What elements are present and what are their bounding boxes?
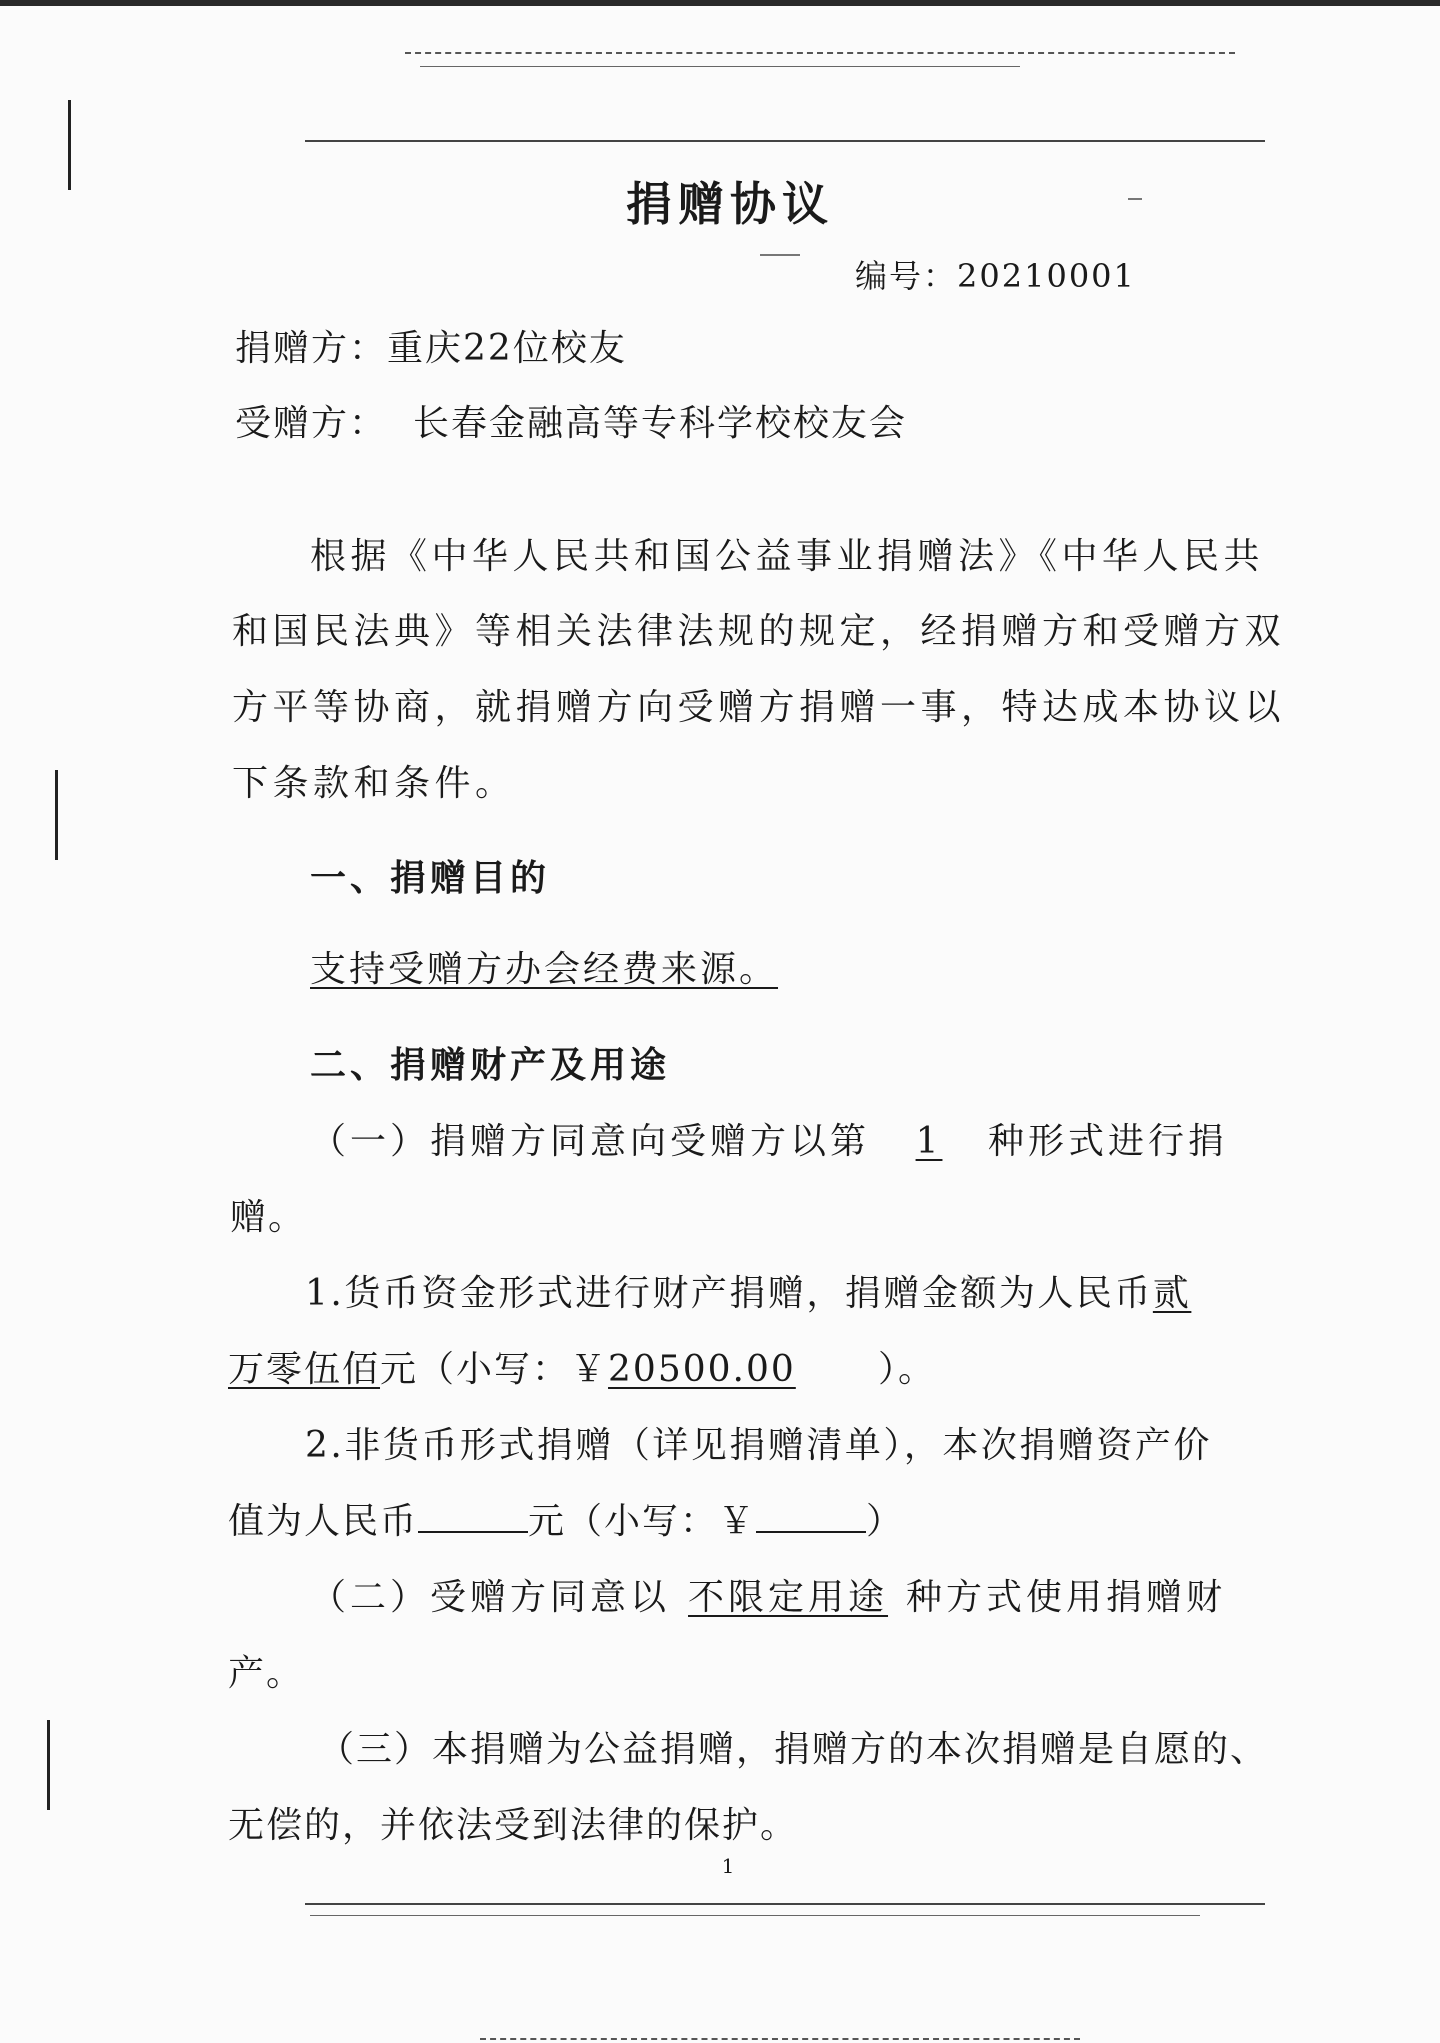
item2-prefix: 值为人民币 bbox=[228, 1501, 419, 1542]
scan-mark-3 bbox=[47, 1720, 50, 1810]
clause1-suffix: 种形式进行捐 bbox=[988, 1121, 1229, 1162]
scan-speck bbox=[760, 254, 800, 256]
item1-amount-part1: 贰 bbox=[1152, 1273, 1192, 1314]
donor-value: 重庆22位校友 bbox=[387, 328, 627, 369]
clause1-tail: 赠。 bbox=[230, 1197, 307, 1238]
section2-heading: 二、捐赠财产及用途 bbox=[310, 1044, 671, 1086]
clause2-prefix: （二）受赠方同意以 bbox=[310, 1577, 671, 1618]
section1-heading: 一、捐赠目的 bbox=[310, 857, 551, 899]
clause2-usage: 不限定用途 bbox=[688, 1577, 889, 1618]
item1-amount-line bbox=[228, 1348, 936, 1392]
header-rule-main bbox=[305, 140, 1265, 142]
preamble-line: 和国民法典》等相关法律法规的规定，经捐赠方和受赠方双 bbox=[232, 611, 1286, 652]
clause1-prefix: （一）捐赠方同意向受赠方以第 bbox=[310, 1121, 871, 1162]
scan-mark-2 bbox=[55, 770, 58, 860]
document-number bbox=[855, 254, 1136, 298]
item1-amount-part2: 万零伍佰 bbox=[228, 1349, 381, 1390]
header-rule-upper bbox=[405, 52, 1235, 54]
footer-rule-dashed bbox=[480, 2038, 1080, 2040]
scan-top-border bbox=[0, 0, 1440, 6]
clause1-form-number: 1 bbox=[915, 1121, 943, 1162]
page-number: 1 bbox=[721, 1854, 735, 1878]
clause2-suffix: 种方式使用捐赠财 bbox=[906, 1577, 1227, 1618]
item1-prefix: 1.货币资金形式进行财产捐赠，捐赠金额为人民币 bbox=[305, 1273, 1153, 1314]
footer-rule-thin bbox=[310, 1915, 1200, 1916]
donee-value: 长春金融高等专科学校校友会 bbox=[413, 403, 908, 444]
item1-small-amount: 20500.00 bbox=[608, 1349, 796, 1390]
document-number-label: 编号： bbox=[855, 257, 958, 295]
header-rule-mid bbox=[420, 66, 1020, 67]
item2-amount-blank bbox=[418, 1501, 528, 1533]
item2-value-line bbox=[228, 1500, 904, 1544]
clause2-line bbox=[310, 1576, 1226, 1620]
clause3-line: 无偿的，并依法受到法律的保护。 bbox=[228, 1805, 799, 1846]
donee-label: 受赠方： bbox=[235, 403, 388, 444]
item1-line bbox=[305, 1272, 1191, 1316]
clause2-tail: 产。 bbox=[228, 1653, 305, 1694]
document-title: 捐赠协议 bbox=[626, 177, 834, 231]
footer-rule-main bbox=[305, 1903, 1265, 1905]
item2-unit: 元（小写：￥ bbox=[528, 1501, 757, 1542]
donor-label: 捐赠方： bbox=[235, 328, 388, 369]
document-number-value: 20210001 bbox=[957, 257, 1136, 295]
donor-line bbox=[235, 327, 627, 371]
item1-close: ）。 bbox=[878, 1349, 937, 1390]
section1-text: 支持受赠方办会经费来源。 bbox=[310, 949, 779, 990]
item2-small-amount-blank bbox=[756, 1501, 866, 1533]
preamble-line: 根据《中华人民共和国公益事业捐赠法》《中华人民共 bbox=[310, 536, 1265, 577]
item1-unit: 元（小写：￥ bbox=[380, 1349, 609, 1390]
item2-line: 2.非货币形式捐赠（详见捐赠清单），本次捐赠资产价 bbox=[305, 1425, 1212, 1466]
clause1-line bbox=[310, 1120, 1228, 1164]
preamble-line: 方平等协商，就捐赠方向受赠方捐赠一事，特达成本协议以 bbox=[232, 687, 1286, 728]
clause3-line: （三）本捐赠为公益捐赠，捐赠方的本次捐赠是自愿的、 bbox=[318, 1729, 1269, 1770]
preamble-line: 下条款和条件。 bbox=[232, 763, 516, 804]
donee-line bbox=[235, 402, 907, 446]
item2-close: ） bbox=[866, 1501, 905, 1542]
